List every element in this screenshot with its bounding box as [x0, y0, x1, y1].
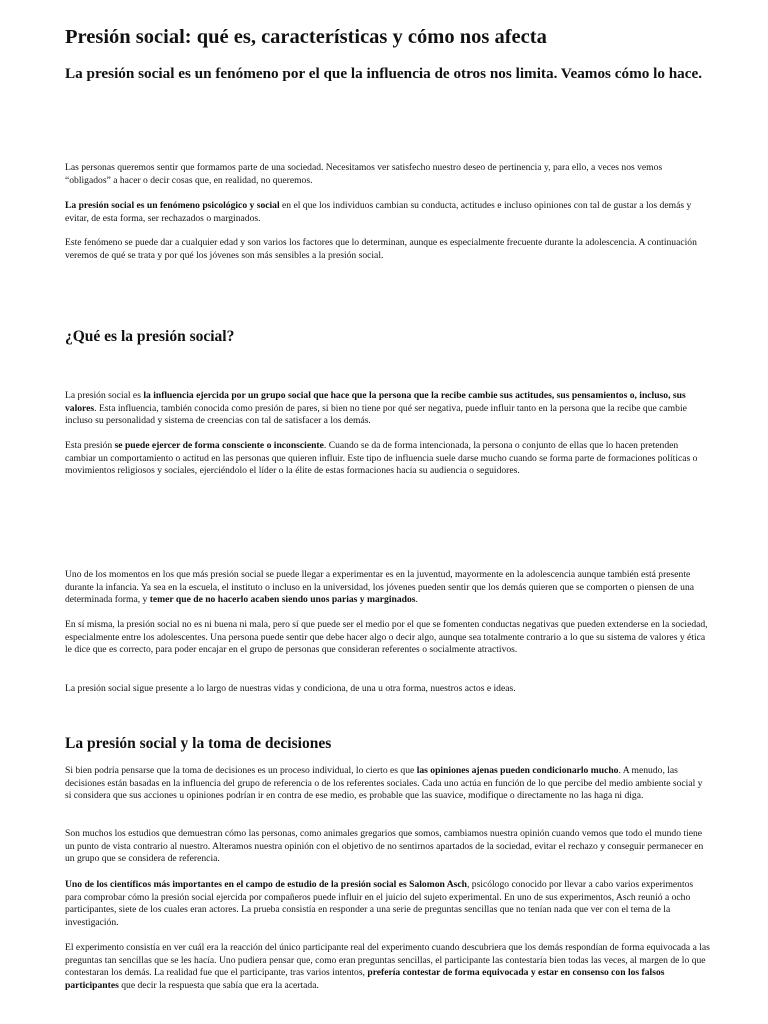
section1-paragraph-3: [65, 569, 710, 607]
section1-paragraph-2-text-a: Esta presión: [65, 440, 115, 451]
section-heading-decisions: La presión social y la toma de decisiones: [65, 735, 332, 752]
section1-paragraph-1: [65, 390, 710, 428]
intro-paragraph-2-bold: La presión social es un fenómeno psicológico y social: [65, 200, 280, 211]
section1-paragraph-2-text-b: . Cuando se da de forma intencionada, la persona o conjunto de ellas que lo hacen pretenden cambiar un comportamiento o actitud en las personas que quieren influir. Este tipo de influencia suele darse mucho cuando se forma parte de formaciones políticas o movimientos religiosos y sociales, ejerciéndolo el líder o la élite de estas formaciones hacia su audiencia o seguidores.: [65, 440, 698, 477]
section2-paragraph-1-bold: las opiniones ajenas pueden condicionarlo mucho: [416, 765, 619, 776]
section1-paragraph-1-bold: la influencia ejercida por un grupo social que hace que la persona que la recibe cambie sus actitudes, sus pensamientos o, incluso, sus valores: [65, 390, 686, 414]
section2-paragraph-1-text-b: . A menudo, las decisiones están basadas en la influencia del grupo de referencia o de los referentes sociales. Cada uno actúa en función de lo que percibe del medio ambiente social y si considera que sus acciones u opiniones podrían ir en contra de ese medio, es probable que las suavice, modifique o directamente no las haga ni diga.: [65, 765, 703, 802]
article-subtitle: La presión social es un fenómeno por el que la influencia de otros nos limita. Veamos cómo lo hace.: [65, 65, 703, 82]
section1-paragraph-3-text-a: Uno de los momentos en los que más presión social se puede llegar a experimentar es en la juventud, mayormente en la adolescencia aunque también está presente durante la infancia. Ya sea en la escuela, el instituto o incluso en la universidad, los jóvenes pueden sentir que los demás quieren que se comporten o piensen de una determinada forma, y: [65, 569, 695, 606]
section2-paragraph-3-bold: Uno de los científicos más importantes en el campo de estudio de la presión social es Salomon Asch: [65, 879, 467, 890]
section1-paragraph-3-bold: temer que de no hacerlo acaben siendo unos parias y marginados: [149, 594, 416, 606]
section1-paragraph-3-text-b: .: [415, 594, 418, 606]
intro-paragraph-2-text: en el que los individuos cambian su conducta, actitudes e incluso opiniones con tal de gustar a los demás y evitar, de esta forma, ser rechazados o marginados.: [65, 200, 692, 224]
section2-paragraph-3: [65, 879, 710, 929]
article-title: Presión social: qué es, características y cómo nos afecta: [65, 26, 547, 48]
section2-paragraph-4-bold: prefería contestar de forma equivocada y estar en consenso con los falsos participantes: [65, 967, 665, 991]
section1-paragraph-1-text-a: La presión social es: [65, 390, 144, 401]
section1-paragraph-5: La presión social sigue presente a lo largo de nuestras vidas y condiciona, de una u otra forma, nuestros actos e ideas.: [65, 683, 516, 694]
section2-paragraph-4: [65, 942, 710, 992]
section2-paragraph-4-text-a: El experimento consistía en ver cuál era la reacción del único participante real del experimento cuando descubriera que los demás respondían de forma equivocada a las preguntas tan sencillas que se les hacía. Uno pudiera pensar que, como eran preguntas sencillas, el participante las contestaría bien todas las veces, al margen de lo que contestaran los demás. La realidad fue que el participante, tras varios intentos,: [65, 942, 710, 979]
section2-paragraph-2: Son muchos los estudios que demuestran cómo las personas, como animales gregarios que somos, cambiamos nuestra opinión cuando vemos que todo el mundo tiene un punto de vista contrario al nuestro. Alteramos nuestra opinión con el objetivo de no sentirnos apartados de la sociedad, evitar el rechazo y conseguir permanecer en un grupo que se considera de referencia.: [65, 828, 704, 865]
section1-paragraph-2: [65, 440, 710, 478]
section2-paragraph-1-text-a: Si bien podría pensarse que la toma de decisiones es un proceso individual, lo cierto es que: [65, 765, 417, 776]
section1-paragraph-1-text-b: . Esta influencia, también conocida como presión de pares, si bien no tiene por qué ser negativa, puede influir tanto en la persona que la recibe que cambie incluso su personalidad y sistema de creencias con tal de satisfacer a los demás.: [65, 402, 687, 427]
section2-paragraph-1: [65, 765, 710, 803]
section2-paragraph-3-text: , psicólogo conocido por llevar a cabo varios experimentos para comprobar cómo la presión social ejercida por compañeros puede influir en el juicio del sujeto experimental. En uno de sus experimentos, Asch reunió a ocho participantes, siete de los cuales eran actores. La prueba consistía en responder a una serie de preguntas sencillas que no tenían nada que ver con el tema de la investigación.: [65, 879, 694, 928]
section-heading-what-is: ¿Qué es la presión social?: [65, 328, 235, 345]
section2-paragraph-4-text-b: que decir la respuesta que sabía que era la acertada.: [118, 979, 319, 991]
intro-paragraph-1: Las personas queremos sentir que formamos parte de una sociedad. Necesitamos ver satisfecho nuestro deseo de pertinencia y, para ello, a veces nos vemos “obligados” a hacer o decir cosas que, en realidad, no queremos.: [65, 162, 663, 186]
section1-paragraph-2-bold: se puede ejercer de forma consciente o inconsciente: [114, 440, 324, 451]
section1-paragraph-4: En sí misma, la presión social no es ni buena ni mala, pero sí que puede ser el medio por el que se fomenten conductas negativas que pueden extenderse en la sociedad, especialmente entre los adolescentes. Una persona puede sentir que debe hacer algo o decir algo, aunque sea totalmente contrario a lo que su sistema de valores y ética le dice que es correcto, para poder encajar en el grupo de personas que consideran referentes o socialmente atractivos.: [65, 619, 708, 656]
intro-paragraph-2: [65, 200, 710, 225]
intro-paragraph-3: Este fenómeno se puede dar a cualquier edad y son varios los factores que lo determinan, aunque es especialmente frecuente durante la adolescencia. A continuación veremos de qué se trata y por qué los jóvenes son más sensibles a la presión social.: [65, 237, 697, 261]
